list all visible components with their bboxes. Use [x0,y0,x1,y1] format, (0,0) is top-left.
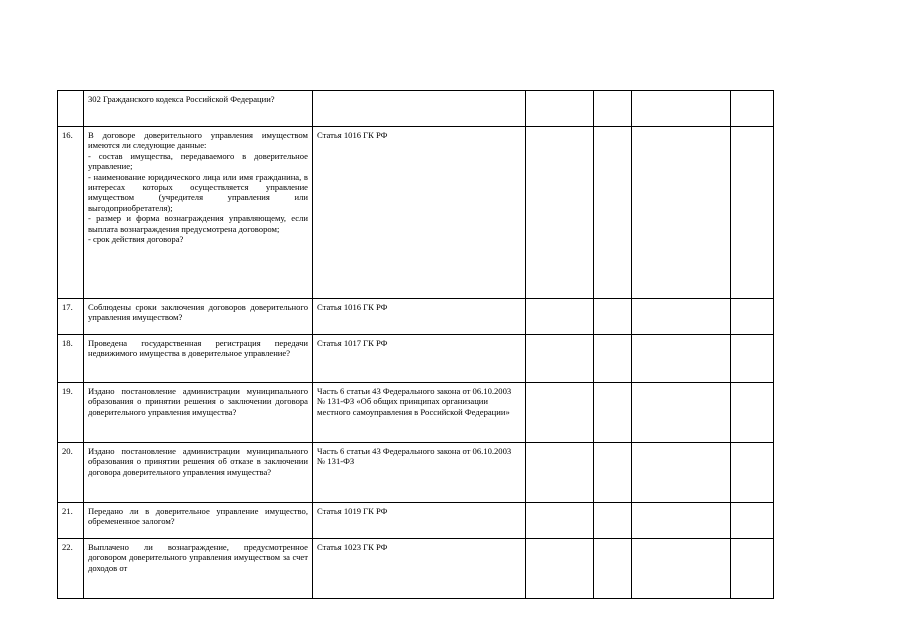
question-text: - срок действия договора? [88,234,184,245]
table-row [58,91,774,127]
legal-basis-cell: Часть 6 статьи 43 Федерального закона от 06.10.2003 № 131-ФЗ «Об общих принципах организации местного самоуправления в Российской Федерации» [313,383,526,443]
empty-cell [594,503,632,539]
empty-cell [731,127,774,299]
empty-cell [632,299,731,335]
question-text: - размер и форма вознаграждения управляющему, если выплата вознаграждения предусмотрена договором; [88,213,308,234]
question-text: - наименование юридического лица или имя гражданина, в интересах которых осуществляется управление имуществом (учредителя управления или выгодоприобретателя); [88,171,308,213]
empty-cell [594,299,632,335]
question-text: Соблюдены сроки заключения договоров доверительного управления имуществом? [88,302,308,323]
empty-cell [632,127,731,299]
empty-cell [594,443,632,503]
table-row [58,335,774,383]
empty-cell [632,91,731,127]
checklist-table [57,90,774,599]
question-cell [84,91,313,127]
question-text: Проведена государственная регистрация передачи недвижимого имущества в доверительное управление? [88,338,308,359]
empty-cell [632,503,731,539]
table-row [58,127,774,299]
legal-basis-cell: Статья 1016 ГК РФ [313,299,526,335]
legal-basis-cell: Часть 6 статьи 43 Федерального закона от 06.10.2003 № 131-ФЗ [313,443,526,503]
empty-cell [526,443,594,503]
empty-cell [526,91,594,127]
row-number: 20. [58,443,84,503]
table-row [58,503,774,539]
question-text: Издано постановление администрации муниципального образования о принятии решения о заключении договора доверительного управления имущества? [88,386,308,417]
table-body [58,91,774,599]
empty-cell [594,335,632,383]
empty-cell [632,383,731,443]
empty-cell [526,299,594,335]
empty-cell [594,539,632,599]
empty-cell [632,335,731,383]
legal-basis-cell: Статья 1019 ГК РФ [313,503,526,539]
row-number: 22. [58,539,84,599]
row-number: 16. [58,127,84,299]
empty-cell [731,91,774,127]
question-text: 302 Гражданского кодекса Российской Федерации? [88,94,275,104]
empty-cell [731,503,774,539]
empty-cell [526,127,594,299]
legal-basis-cell: Статья 1017 ГК РФ [313,335,526,383]
question-cell [84,127,313,299]
empty-cell [594,383,632,443]
empty-cell [526,383,594,443]
question-cell [84,539,313,599]
empty-cell [731,383,774,443]
empty-cell [731,335,774,383]
row-number: 17. [58,299,84,335]
empty-cell [526,539,594,599]
row-number: 19. [58,383,84,443]
empty-cell [731,443,774,503]
empty-cell [526,335,594,383]
question-text: Издано постановление администрации муниципального образования о принятии решения об отказе в заключении договора доверительного управления имущества? [88,446,308,477]
table-row [58,299,774,335]
empty-cell [594,91,632,127]
question-text: Выплачено ли вознаграждение, предусмотренное договором доверительного управления имуществом за счет доходов от [88,542,308,573]
legal-basis-cell [313,91,526,127]
question-cell [84,335,313,383]
row-number [58,91,84,127]
question-cell [84,443,313,503]
question-text: Передано ли в доверительное управление имущество, обремененное залогом? [88,506,308,527]
question-text: В договоре доверительного управления имуществом имеются ли следующие данные: [88,130,308,151]
question-text: - состав имущества, передаваемого в доверительное управление; [88,150,308,172]
table-row [58,443,774,503]
row-number: 21. [58,503,84,539]
legal-basis-cell: Статья 1023 ГК РФ [313,539,526,599]
table-row [58,383,774,443]
question-cell [84,299,313,335]
empty-cell [632,539,731,599]
question-cell [84,503,313,539]
empty-cell [731,299,774,335]
table-row [58,539,774,599]
legal-basis-cell: Статья 1016 ГК РФ [313,127,526,299]
empty-cell [526,503,594,539]
empty-cell [632,443,731,503]
question-cell [84,383,313,443]
empty-cell [731,539,774,599]
empty-cell [594,127,632,299]
row-number: 18. [58,335,84,383]
